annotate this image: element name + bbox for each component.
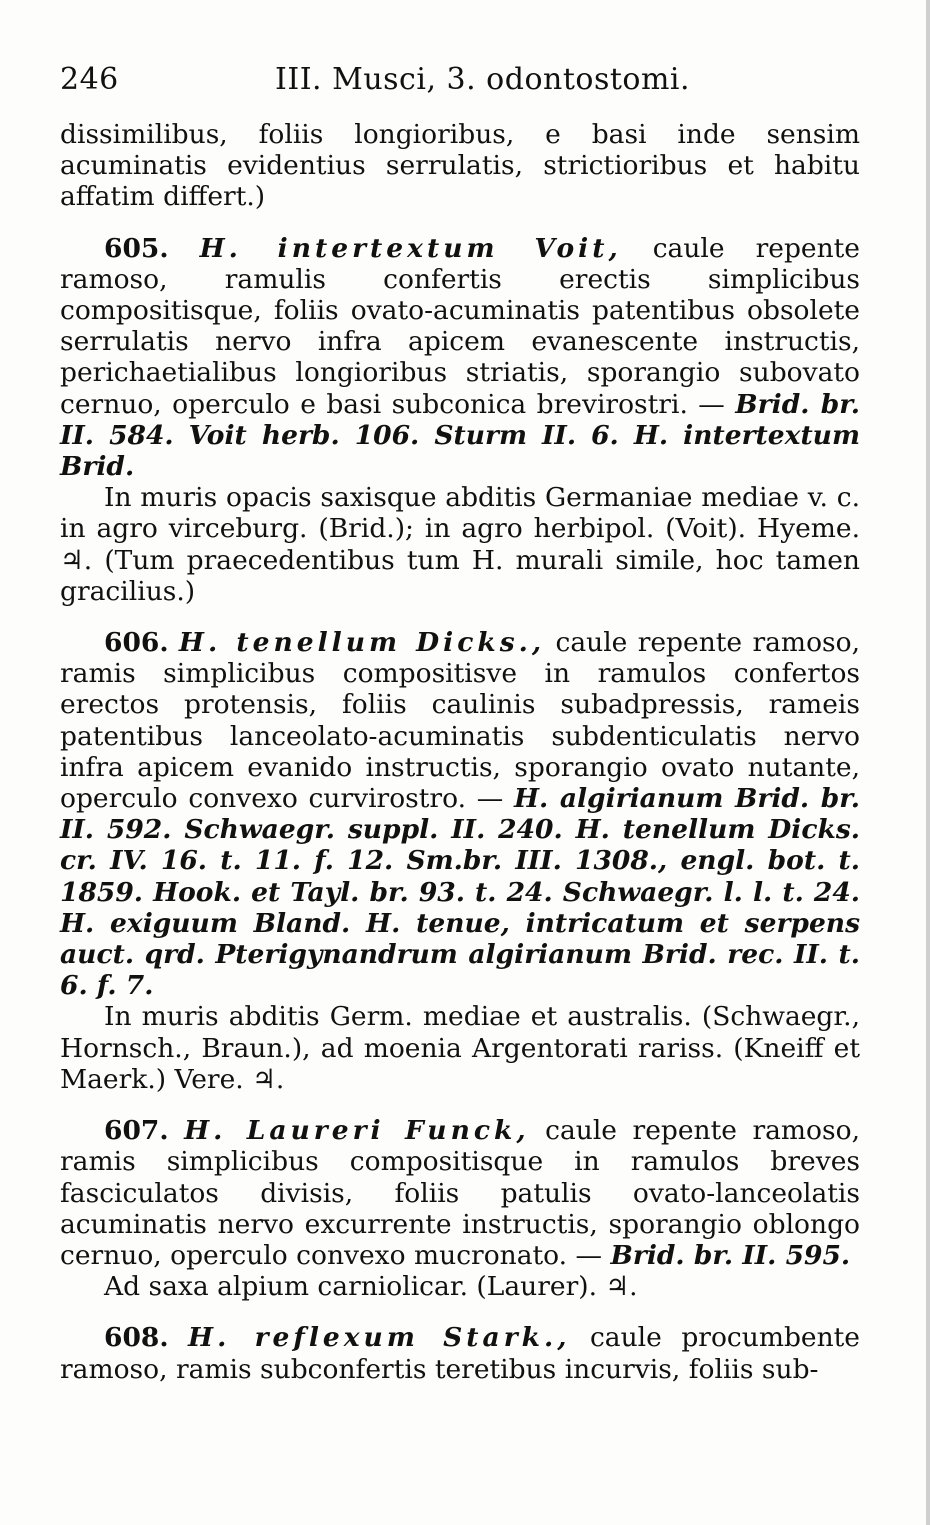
- entry-606-references: H. algirianum Brid. br. II. 592. Schwaegr. suppl. II. 240. H. tenellum Dicks. cr. IV. 16. t. 11. f. 12. Sm.br. III. 1308., engl. bot. t. 1859. Hook. et Tayl. br. 93. t. 24. Schwaegr. l. l. t. 24. H. exiguum Bland. H. tenue, intricatum et serpens auct. qrd. Pterigynandrum algirianum Brid. rec. II. t. 6. f. 7.: [60, 783, 860, 1002]
- entry-608-number: 608.: [104, 1322, 169, 1354]
- intro-paragraph: dissimilibus, foliis longioribus, e basi inde sensim acuminatis evidentius serrulatis, strictioribus et habitu affatim differt.): [60, 119, 860, 213]
- page-number: 246: [60, 62, 119, 97]
- entry-606-habitat: In muris abditis Germ. mediae et australis. (Schwaegr., Hornsch., Braun.), ad moenia Argentorati rariss. (Kneiff et Maerk.) Vere. ♃.: [60, 1001, 860, 1095]
- entry-606-diagnosis: caule repente ramoso, ramis simplicibus compositisve in ramulos confertos erectos protensis, foliis caulinis subadpressis, rameis patentibus lanceolato-acuminatis subdenticulatis nervo infra apicem evanido instructis, sporangio ovato nutante, operculo convexo curvirostro. —: [60, 627, 860, 815]
- entry-608-diagnosis: caule procumbente ramoso, ramis subconfertis teretibus incurvis, foliis sub-: [60, 1322, 860, 1385]
- entry-607-diagnosis: caule repente ramoso, ramis simplicibus compositisque in ramulos breves fasciculatos divisis, foliis patulis ovato-lanceolatis acuminatis nervo excurrente instructis, sporangio oblongo cernuo, operculo convexo mucronato. —: [60, 1115, 860, 1271]
- entry-606-number: 606.: [104, 627, 169, 659]
- running-header: [60, 62, 860, 97]
- entry-606-description: [60, 627, 860, 1001]
- entry-605-number: 605.: [104, 232, 169, 264]
- entry-606-name: H. tenellum Dicks.,: [178, 627, 546, 659]
- entry-607-number: 607.: [104, 1115, 169, 1147]
- entry-605-diagnosis: caule repente ramoso, ramulis confertis erectis simplicibus compositisque, foliis ovato-acuminatis patentibus obsolete serrulatis nervo infra apicem evanescente instructis, perichaetialibus longioribus striatis, sporangio subovato cernuo, operculo e basi subconica brevirostri. —: [60, 232, 860, 420]
- entry-607-name: H. Laureri Funck,: [184, 1115, 530, 1147]
- entry-608-name: H. reflexum Stark.,: [188, 1322, 571, 1354]
- page-edge-shadow: [926, 0, 930, 1525]
- entry-605-description: [60, 233, 860, 483]
- running-title: III. Musci, 3. odontostomi.: [275, 62, 691, 97]
- entry-608-description: [60, 1322, 860, 1384]
- entry-605-name: H. intertextum Voit,: [199, 232, 622, 264]
- entry-605-habitat: In muris opacis saxisque abditis Germaniae mediae v. c. in agro virceburg. (Brid.); in agro herbipol. (Voit). Hyeme. ♃. (Tum praecedentibus tum H. murali simile, hoc tamen gracilius.): [60, 482, 860, 607]
- entry-607-references: Brid. br. II. 595.: [610, 1239, 851, 1271]
- entry-605-references: Brid. br. II. 584. Voit herb. 106. Sturm II. 6. H. intertextum Brid.: [60, 388, 860, 483]
- entry-607-description: [60, 1115, 860, 1271]
- entry-607-habitat: Ad saxa alpium carniolicar. (Laurer). ♃.: [104, 1271, 638, 1303]
